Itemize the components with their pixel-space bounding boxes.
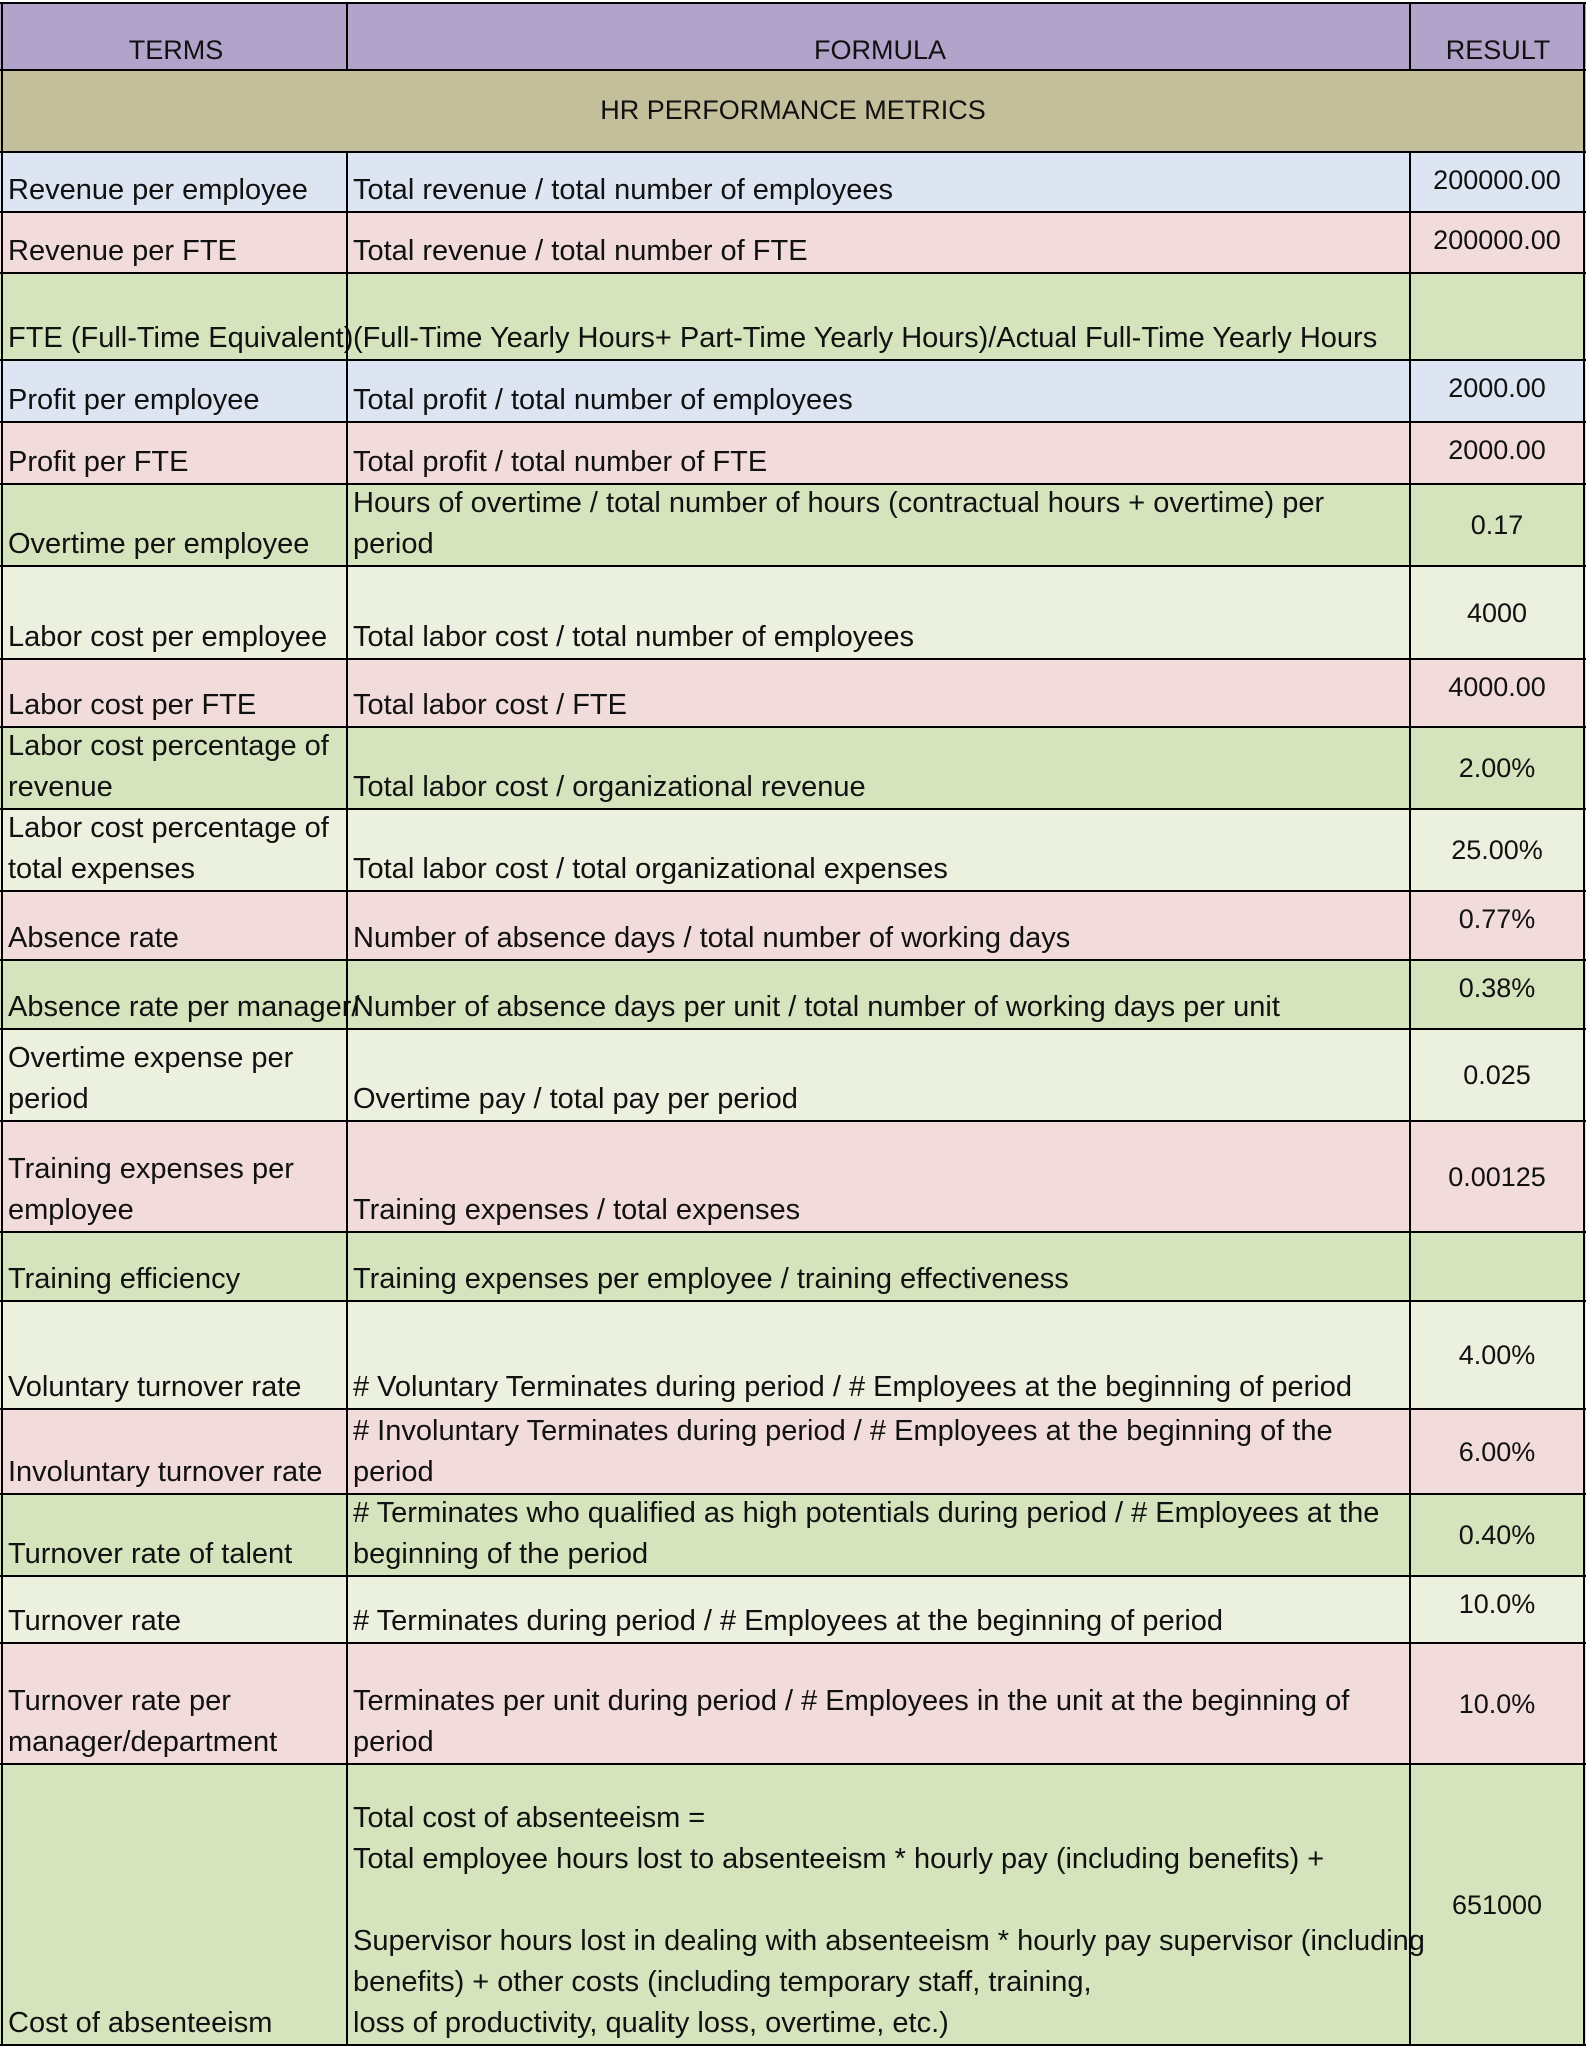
table-row <box>0 1029 1586 1121</box>
result-column-header: RESULT <box>1445 35 1551 65</box>
formula-cell-line: Hours of overtime / total number of hours (contractual hours + overtime) per <box>353 487 1325 519</box>
table-row <box>0 659 1586 727</box>
formula-cell-line: beginning of the period <box>353 1538 649 1570</box>
header-row <box>0 3 1586 70</box>
table-row <box>0 1121 1586 1232</box>
formula-cell-line: Total labor cost / total number of employees <box>353 621 914 653</box>
formula-cell-line: period <box>353 1456 434 1488</box>
formula-cell-line: Total revenue / total number of employees <box>353 174 894 206</box>
table-row <box>0 484 1586 566</box>
table-row <box>0 1576 1586 1643</box>
formula-cell-line: Total labor cost / organizational revenue <box>353 771 866 803</box>
table-row <box>0 360 1586 422</box>
formula-cell-line: Total cost of absenteeism = <box>353 1802 706 1834</box>
table-row <box>0 273 1586 360</box>
table-row <box>0 960 1586 1029</box>
table-row <box>0 1764 1586 2045</box>
formula-cell-line: Training expenses per employee / training effectiveness <box>353 1263 1069 1295</box>
formula-cell-line: # Voluntary Terminates during period / # Employees at the beginning of period <box>353 1371 1352 1403</box>
formula-cell-line: period <box>353 1726 434 1758</box>
table-row <box>0 891 1586 960</box>
term-cell-line: Revenue per employee <box>8 174 308 206</box>
term-cell-line: manager/department <box>8 1726 278 1758</box>
result-cell: 200000.00 <box>1433 225 1561 255</box>
section-title: HR PERFORMANCE METRICS <box>600 95 986 125</box>
result-cell: 0.38% <box>1458 973 1536 1003</box>
term-cell-line: Absence rate per manager/ <box>8 991 360 1023</box>
table-row <box>0 1494 1586 1576</box>
term-cell-line: Profit per employee <box>8 384 260 416</box>
formula-cell-line: Number of absence days / total number of working days <box>353 922 1071 954</box>
result-cell: 651000 <box>1451 1890 1543 1920</box>
formula-cell-line: loss of productivity, quality loss, overtime, etc.) <box>353 2007 949 2039</box>
term-cell-line: Absence rate <box>8 922 179 954</box>
term-cell-line: total expenses <box>8 853 196 885</box>
table-row <box>0 152 1586 212</box>
terms-column-header: TERMS <box>128 35 224 65</box>
formula-cell-line: Total labor cost / FTE <box>353 689 627 721</box>
result-cell: 25.00% <box>1451 835 1543 865</box>
result-cell: 0.00125 <box>1448 1162 1546 1192</box>
term-cell-line: Training efficiency <box>8 1263 241 1295</box>
table-row <box>0 1301 1586 1409</box>
table-body <box>0 152 1586 2045</box>
formula-cell-line: (Full-Time Yearly Hours+ Part-Time Yearly Hours)/Actual Full-Time Yearly Hours <box>353 322 1378 354</box>
result-cell: 200000.00 <box>1433 165 1561 195</box>
row-background <box>0 1764 1586 2045</box>
term-cell-line: Voluntary turnover rate <box>8 1371 302 1403</box>
result-cell: 4000 <box>1466 598 1528 628</box>
term-cell-line: Turnover rate of talent <box>8 1538 293 1570</box>
formula-cell-line: benefits) + other costs (including temporary staff, training, <box>353 1966 1092 1998</box>
term-cell-line: revenue <box>8 771 113 803</box>
formula-cell-line: Terminates per unit during period / # Employees in the unit at the beginning of <box>353 1685 1350 1717</box>
term-cell-line: employee <box>8 1194 134 1226</box>
formula-cell-line: Total profit / total number of FTE <box>353 446 768 478</box>
term-cell-line: Profit per FTE <box>8 446 189 478</box>
table-row <box>0 809 1586 891</box>
formula-cell-line: Training expenses / total expenses <box>353 1194 801 1226</box>
formula-column-header: FORMULA <box>813 35 947 65</box>
term-cell-line: Overtime per employee <box>8 528 310 560</box>
formula-cell-line: Overtime pay / total pay per period <box>353 1083 798 1115</box>
table-row <box>0 1232 1586 1301</box>
term-cell-line: Labor cost percentage of <box>8 730 329 762</box>
formula-cell-line: Total profit / total number of employees <box>353 384 853 416</box>
term-cell-line: Turnover rate per <box>8 1685 231 1717</box>
table-row <box>0 727 1586 809</box>
result-cell: 0.025 <box>1463 1060 1531 1090</box>
result-cell: 10.0% <box>1458 1589 1536 1619</box>
term-cell-line: Cost of absenteeism <box>8 2007 273 2039</box>
term-cell-line: Revenue per FTE <box>8 235 237 267</box>
term-cell-line: Labor cost per employee <box>8 621 328 653</box>
result-cell: 0.17 <box>1470 510 1524 540</box>
result-cell: 2000.00 <box>1448 435 1546 465</box>
term-cell-line: Turnover rate <box>8 1605 181 1637</box>
table-row <box>0 566 1586 659</box>
formula-cell-line: Number of absence days per unit / total number of working days per unit <box>353 991 1280 1023</box>
result-cell: 0.40% <box>1458 1520 1536 1550</box>
formula-cell-line: Total labor cost / total organizational expenses <box>353 853 948 885</box>
result-cell: 2.00% <box>1458 753 1536 783</box>
result-cell: 4000.00 <box>1448 672 1546 702</box>
formula-cell-line: # Terminates during period / # Employees at the beginning of period <box>353 1605 1224 1637</box>
formula-cell-line: Total revenue / total number of FTE <box>353 235 808 267</box>
term-cell-line: Training expenses per <box>8 1153 294 1185</box>
table-row <box>0 212 1586 273</box>
formula-cell-line: period <box>353 528 434 560</box>
result-cell: 10.0% <box>1458 1689 1536 1719</box>
table-row <box>0 422 1586 484</box>
term-cell-line: Labor cost percentage of <box>8 812 329 844</box>
table-row <box>0 1409 1586 1494</box>
term-cell-line: Labor cost per FTE <box>8 689 257 721</box>
formula-cell-line: Supervisor hours lost in dealing with absenteeism * hourly pay supervisor (including <box>353 1925 1425 1957</box>
result-cell: 2000.00 <box>1448 373 1546 403</box>
term-cell-line: Involuntary turnover rate <box>8 1456 323 1488</box>
term-cell-line: FTE (Full-Time Equivalent) <box>8 322 354 354</box>
table-row <box>0 1643 1586 1764</box>
formula-cell-line: # Involuntary Terminates during period / # Employees at the beginning of the <box>353 1415 1333 1447</box>
term-cell-line: period <box>8 1083 89 1115</box>
row-background <box>0 422 1586 484</box>
result-cell: 4.00% <box>1458 1340 1536 1370</box>
result-cell: 6.00% <box>1458 1437 1536 1467</box>
formula-cell-line: Total employee hours lost to absenteeism * hourly pay (including benefits) + <box>353 1843 1325 1875</box>
formula-cell-line: # Terminates who qualified as high potentials during period / # Employees at the <box>353 1497 1380 1529</box>
result-cell: 0.77% <box>1458 904 1536 934</box>
term-cell-line: Overtime expense per <box>8 1042 294 1074</box>
